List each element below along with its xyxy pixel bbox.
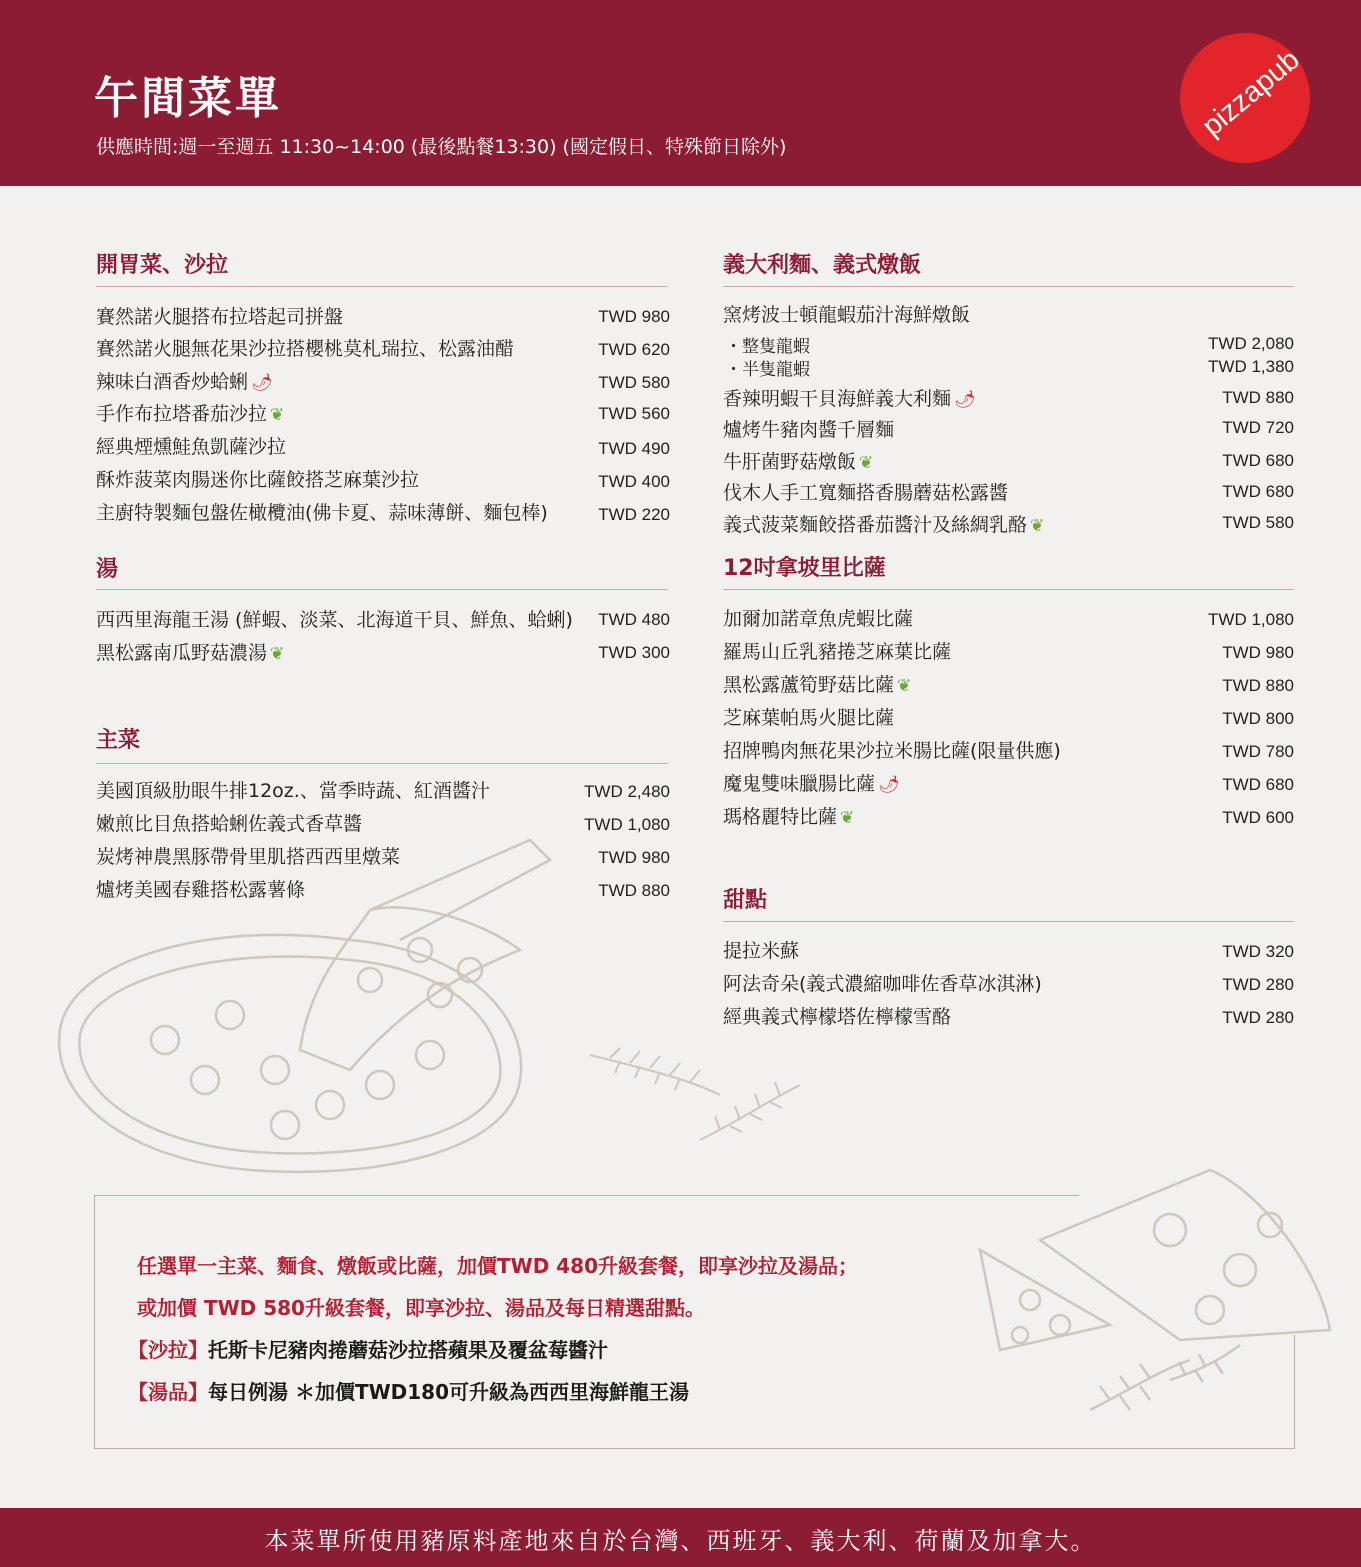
menu-item-name: 爐烤美國春雞搭松露薯條 [96, 879, 306, 901]
section-divider [723, 286, 1294, 287]
menu-item-price: TWD 490 [598, 439, 670, 458]
service-hours: 供應時間:週一至週五 11:30~14:00 (最後點餐13:30) (國定假日、特殊節日除外) [96, 136, 787, 158]
leaf-icon: ❦ [270, 405, 285, 425]
menu-item-name [723, 384, 976, 411]
menu-item-price: TWD 680 [1222, 451, 1294, 470]
menu-item-price: TWD 2,480 [584, 782, 670, 801]
salad-description: 托斯卡尼豬肉捲蘑菇沙拉搭蘋果及覆盆莓醬汁 [208, 1338, 608, 1362]
logo-text: pizzapub [1196, 43, 1306, 143]
menu-item-name [96, 638, 284, 665]
menu-item-price: TWD 1,080 [584, 815, 670, 834]
promo-line-1: 任選單一主菜、麵食、燉飯或比薩，加價TWD 480升級套餐，即享沙拉及湯品； [137, 1254, 859, 1278]
menu-item-name: 美國頂級肋眼牛排12oz.、當季時蔬、紅酒醬汁 [96, 780, 490, 802]
menu-item-option: ・半隻龍蝦 [725, 360, 810, 380]
menu-item-price: TWD 880 [598, 881, 670, 900]
menu-item-price: TWD 620 [598, 340, 670, 359]
rosemary-sketch [590, 1040, 810, 1150]
menu-item-name: 爐烤牛豬肉醬千層麵 [723, 419, 895, 441]
chili-icon: 🌶 [251, 373, 273, 393]
menu-item-name [96, 399, 284, 426]
chili-icon: 🌶 [878, 775, 900, 795]
menu-item-label: 牛肝菌野菇燉飯 [723, 451, 857, 473]
promo-salad-line [128, 1334, 608, 1363]
menu-item-name [96, 367, 273, 394]
menu-item-name: 酥炸菠菜肉腸迷你比薩餃搭芝麻葉沙拉 [96, 469, 420, 491]
menu-item-price: TWD 2,080 [1208, 334, 1294, 353]
menu-item-label: 手作布拉塔番茄沙拉 [96, 403, 268, 425]
menu-item-price: TWD 720 [1222, 418, 1294, 437]
menu-item-name [723, 670, 911, 697]
menu-item-price: TWD 320 [1222, 942, 1294, 961]
menu-item-price: TWD 220 [598, 505, 670, 524]
menu-item-price: TWD 980 [598, 848, 670, 867]
menu-item-label: 義式菠菜麵餃搭番茄醬汁及絲綢乳酪 [723, 514, 1028, 536]
section-divider [96, 286, 668, 287]
menu-item-price: TWD 600 [1222, 808, 1294, 827]
section-title-dessert: 甜點 [723, 888, 768, 913]
menu-item-label: 辣味白酒香炒蛤蜊 [96, 371, 249, 393]
section-divider [96, 589, 668, 590]
menu-item-price: TWD 480 [598, 610, 670, 629]
menu-item-name: 阿法奇朵(義式濃縮咖啡佐香草冰淇淋) [723, 973, 1042, 995]
menu-item-price: TWD 300 [598, 643, 670, 662]
menu-item-name: 招牌鴨肉無花果沙拉米腸比薩(限量供應) [723, 740, 1061, 762]
menu-item-name: 窯烤波士頓龍蝦茄汁海鮮燉飯 [723, 304, 971, 326]
menu-item-name: 西西里海龍王湯 (鮮蝦、淡菜、北海道干貝、鮮魚、蛤蜊) [96, 609, 573, 631]
menu-item-label: 香辣明蝦干貝海鮮義大利麵 [723, 388, 952, 410]
menu-item-option: ・整隻龍蝦 [725, 337, 810, 357]
section-title-mains: 主菜 [96, 728, 141, 753]
section-title-appetizers: 開胃菜、沙拉 [96, 253, 229, 278]
menu-item-price: TWD 980 [1222, 643, 1294, 662]
leaf-icon: ❦ [859, 453, 874, 473]
section-divider [96, 763, 668, 764]
menu-item-name: 炭烤神農黑豚帶骨里肌搭西西里燉菜 [96, 846, 401, 868]
leaf-icon: ❦ [897, 676, 912, 696]
menu-item-name: 嫩煎比目魚搭蛤蜊佐義式香草醬 [96, 813, 363, 835]
soup-description: 每日例湯 ＊加價TWD180可升級為西西里海鮮龍王湯 [208, 1380, 690, 1404]
leaf-icon: ❦ [1030, 516, 1045, 536]
menu-item-label: 魔鬼雙味臘腸比薩 [723, 773, 876, 795]
menu-item-name: 經典義式檸檬塔佐檸檬雪酪 [723, 1006, 952, 1028]
menu-item-price: TWD 980 [598, 307, 670, 326]
menu-item-name: 羅馬山丘乳豬捲芝麻葉比薩 [723, 641, 952, 663]
promo-box-right-border [1294, 1335, 1295, 1449]
menu-item-price: TWD 580 [1222, 513, 1294, 532]
menu-item-name: 經典煙燻鮭魚凱薩沙拉 [96, 436, 287, 458]
menu-item-price: TWD 880 [1222, 676, 1294, 695]
menu-item-price: TWD 780 [1222, 742, 1294, 761]
menu-item-price: TWD 680 [1222, 775, 1294, 794]
section-divider [723, 589, 1294, 590]
menu-item-name [723, 769, 900, 796]
menu-item-price: TWD 880 [1222, 388, 1294, 407]
chili-icon: 🌶 [954, 390, 976, 410]
menu-item-name: 加爾加諾章魚虎蝦比薩 [723, 608, 914, 630]
menu-item-label: 黑松露蘆筍野菇比薩 [723, 674, 895, 696]
leaf-icon: ❦ [270, 644, 285, 664]
section-title-pasta: 義大利麵、義式燉飯 [723, 253, 922, 278]
section-title-pizza: 12吋拿坡里比薩 [723, 556, 886, 581]
menu-item-name: 芝麻葉帕馬火腿比薩 [723, 707, 895, 729]
promo-line-2: 或加價 TWD 580升級套餐，即享沙拉、湯品及每日精選甜點。 [137, 1296, 705, 1320]
menu-item-price: TWD 680 [1222, 482, 1294, 501]
leaf-icon: ❦ [840, 808, 855, 828]
set-meal-promo-box [94, 1195, 1295, 1449]
menu-item-price: TWD 560 [598, 404, 670, 423]
menu-item-price: TWD 280 [1222, 1008, 1294, 1027]
menu-item-price: TWD 580 [598, 373, 670, 392]
menu-item-name: 伐木人手工寬麵搭香腸蘑菇松露醬 [723, 482, 1009, 504]
menu-item-name: 提拉米蘇 [723, 940, 800, 962]
menu-item-label: 黑松露南瓜野菇濃湯 [96, 642, 268, 664]
menu-item-name [723, 510, 1044, 537]
promo-box-top-border [94, 1195, 1079, 1196]
menu-item-price: TWD 280 [1222, 975, 1294, 994]
pizzapub-logo [1180, 33, 1310, 163]
menu-item-name: 賽然諾火腿無花果沙拉搭櫻桃莫札瑞拉、松露油醋 [96, 338, 515, 360]
salad-tag: 【沙拉】 [128, 1338, 208, 1362]
menu-item-name [723, 447, 873, 474]
menu-item-name [723, 802, 854, 829]
menu-item-name: 賽然諾火腿搭布拉塔起司拼盤 [96, 306, 344, 328]
menu-item-price: TWD 800 [1222, 709, 1294, 728]
menu-item-price: TWD 400 [598, 472, 670, 491]
section-title-soup: 湯 [96, 557, 119, 582]
menu-item-name: 主廚特製麵包盤佐橄欖油(佛卡夏、蒜味薄餅、麵包棒) [96, 502, 548, 524]
pork-origin-notice: 本菜單所使用豬原料產地來自於台灣、西班牙、義大利、荷蘭及加拿大。 [264, 1527, 1097, 1555]
menu-item-price: TWD 1,080 [1208, 610, 1294, 629]
menu-item-price: TWD 1,380 [1208, 357, 1294, 376]
promo-soup-line [128, 1376, 689, 1405]
page-title: 午間菜單 [94, 73, 282, 124]
soup-tag: 【湯品】 [128, 1380, 208, 1404]
section-divider [723, 921, 1294, 922]
menu-item-label: 瑪格麗特比薩 [723, 806, 838, 828]
